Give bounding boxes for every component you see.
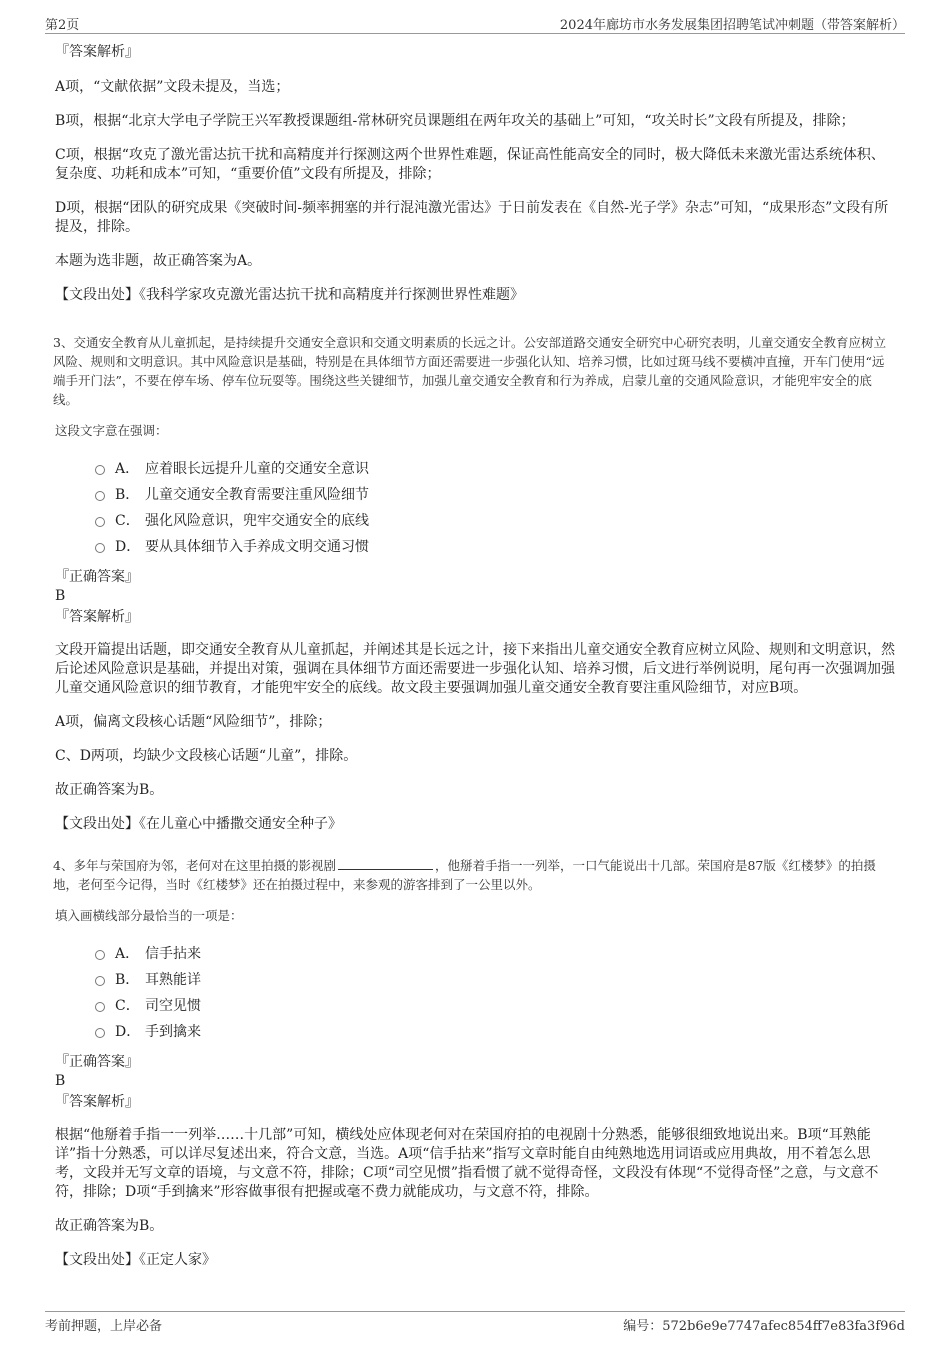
correct-answer: B xyxy=(55,1073,66,1089)
document-title: 2024年廊坊市水务发展集团招聘笔试冲刺题（带答案解析） xyxy=(559,18,905,33)
correct-answer: B xyxy=(55,588,66,604)
option-d[interactable] xyxy=(95,1018,895,1044)
analysis-label: 『答案解析』 xyxy=(55,609,139,625)
radio-icon[interactable] xyxy=(95,976,105,986)
option-letter: A． xyxy=(115,461,140,477)
option-text: 手到擒来 xyxy=(145,1024,201,1040)
analysis-paragraph: 文段开篇提出话题，即交通安全教育从儿童抓起，并阐述其是长远之计，接下来指出儿童交通安全教育应树立风险、规则和文明意识，然后论述风险意识是基础，并提出对策，强调在具体细节方面还需要进一步强化认知、培养习惯，后文进行举例说明，尾句再一次强调加强儿童交通风险意识的细节教育，才能兜牢安全的底线。故文段主要强调加强儿童交通安全教育要注重风险细节，对应B项。 xyxy=(55,642,895,696)
question-4-text-before: 4、多年与荣国府为邻，老何对在这里拍摄的影视剧 xyxy=(53,858,336,873)
radio-icon[interactable] xyxy=(95,950,105,960)
radio-icon[interactable] xyxy=(95,491,105,501)
radio-icon[interactable] xyxy=(95,543,105,553)
option-letter: D． xyxy=(115,539,141,555)
answer-blank xyxy=(338,858,433,870)
analysis-label: 『答案解析』 xyxy=(55,44,139,60)
question-3-options xyxy=(95,455,895,559)
option-text: 司空见惯 xyxy=(145,998,201,1014)
option-a[interactable] xyxy=(95,455,895,481)
analysis-line: B项，根据“北京大学电子学院王兴军教授课题组-常林研究员课题组在两年攻关的基础上”可知，“攻关时长”文段有所提及，排除； xyxy=(55,113,855,129)
question-4-text-after: ，他掰着手指一一列举，一口气能说出十几部。荣国府是87版《红楼梦》的拍摄地，老何至今记得，当时《红楼梦》还在拍摄过程中，来参观的游客排到了一公里以外。 xyxy=(53,858,876,892)
page-footer xyxy=(45,1311,905,1333)
option-c[interactable] xyxy=(95,507,895,533)
option-letter: D． xyxy=(115,1024,141,1040)
analysis-line: C、D两项，均缺少文段核心话题“儿童”，排除。 xyxy=(55,748,358,764)
page-number: 第2页 xyxy=(45,18,80,33)
option-letter: C． xyxy=(115,998,140,1014)
radio-icon[interactable] xyxy=(95,465,105,475)
analysis-line: C项，根据“攻克了激光雷达抗干扰和高精度并行探测这两个世界性难题，保证高性能高安全的同时，极大降低未来激光雷达系统体积、复杂度、功耗和成本”可知，“重要价值”文段有所提及，排除； xyxy=(55,147,885,182)
source-citation: 【文段出处】《我科学家攻克激光雷达抗干扰和高精度并行探测世界性难题》 xyxy=(55,287,524,303)
radio-icon[interactable] xyxy=(95,1028,105,1038)
option-text: 耳熟能详 xyxy=(145,972,201,988)
correct-answer-label: 『正确答案』 xyxy=(55,1054,139,1070)
analysis-conclusion: 本题为选非题，故正确答案为A。 xyxy=(55,253,262,269)
option-c[interactable] xyxy=(95,992,895,1018)
option-letter: A． xyxy=(115,946,140,962)
analysis-line: A项，偏离文段核心话题“风险细节”，排除； xyxy=(55,714,332,730)
option-d[interactable] xyxy=(95,533,895,559)
analysis-line: D项，根据“团队的研究成果《突破时间-频率拥塞的并行混沌激光雷达》于日前发表在《自然-光子学》杂志”可知，“成果形态”文段有所提及，排除。 xyxy=(55,200,889,235)
option-text: 信手拈来 xyxy=(145,946,201,962)
question-4-prompt: 填入画横线部分最恰当的一项是： xyxy=(55,908,243,923)
question-3-prompt: 这段文字意在强调： xyxy=(55,423,168,438)
analysis-line: A项，“文献依据”文段未提及，当选； xyxy=(55,79,290,95)
page-header xyxy=(45,14,905,34)
footer-slogan: 考前押题，上岸必备 xyxy=(45,1319,163,1334)
analysis-label: 『答案解析』 xyxy=(55,1094,139,1110)
radio-icon[interactable] xyxy=(95,517,105,527)
question-3-text: 3、交通安全教育从儿童抓起，是持续提升交通安全意识和交通文明素质的长远之计。公安部道路交通安全研究中心研究表明，儿童交通安全教育应树立风险、规则和文明意识。其中风险意识是基础，特别是在具体细节方面还需要进一步强化认知、培养习惯，比如过斑马线不要横冲直撞，开车门使用“远端手开门法”，不要在停车场、停车位玩耍等。围绕这些关键细节，加强儿童交通安全教育和行为养成，启蒙儿童的交通风险意识，才能兜牢安全的底线。 xyxy=(53,335,886,407)
option-text: 儿童交通安全教育需要注重风险细节 xyxy=(145,487,369,503)
analysis-conclusion: 故正确答案为B。 xyxy=(55,1218,164,1234)
option-letter: B． xyxy=(115,487,140,503)
correct-answer-label: 『正确答案』 xyxy=(55,569,139,585)
option-a[interactable] xyxy=(95,940,895,966)
source-citation: 【文段出处】《在儿童心中播撒交通安全种子》 xyxy=(55,816,342,832)
option-letter: C． xyxy=(115,513,140,529)
option-letter: B． xyxy=(115,972,140,988)
option-b[interactable] xyxy=(95,481,895,507)
question-4-options xyxy=(95,940,895,1044)
source-citation: 【文段出处】《正定人家》 xyxy=(55,1252,216,1268)
option-b[interactable] xyxy=(95,966,895,992)
page-content xyxy=(55,42,895,1292)
option-text: 强化风险意识，兜牢交通安全的底线 xyxy=(145,513,369,529)
radio-icon[interactable] xyxy=(95,1002,105,1012)
question-4-text xyxy=(53,856,895,894)
analysis-paragraph: 根据“他掰着手指一一列举……十几部”可知，横线处应体现老何对在荣国府拍的电视剧十分熟悉，能够很细致地说出来。B项“耳熟能详”指十分熟悉，可以详尽复述出来，符合文意，当选。A项“信手拈来”指写文章时能自由纯熟地选用词语或应用典故，用不着怎么思考，文段并无写文章的语境，与文意不符，排除；C项“司空见惯”指看惯了就不觉得奇怪，文段没有体现“不觉得奇怪”之意，与文意不符，排除；D项“手到擒来”形容做事很有把握或毫不费力就能成功，与文意不符，排除。 xyxy=(55,1127,879,1200)
option-text: 要从具体细节入手养成文明交通习惯 xyxy=(145,539,369,555)
analysis-conclusion: 故正确答案为B。 xyxy=(55,782,164,798)
document-id: 编号：572b6e9e7747afec854ff7e83fa3f96d xyxy=(623,1319,905,1334)
option-text: 应着眼长远提升儿童的交通安全意识 xyxy=(145,461,369,477)
